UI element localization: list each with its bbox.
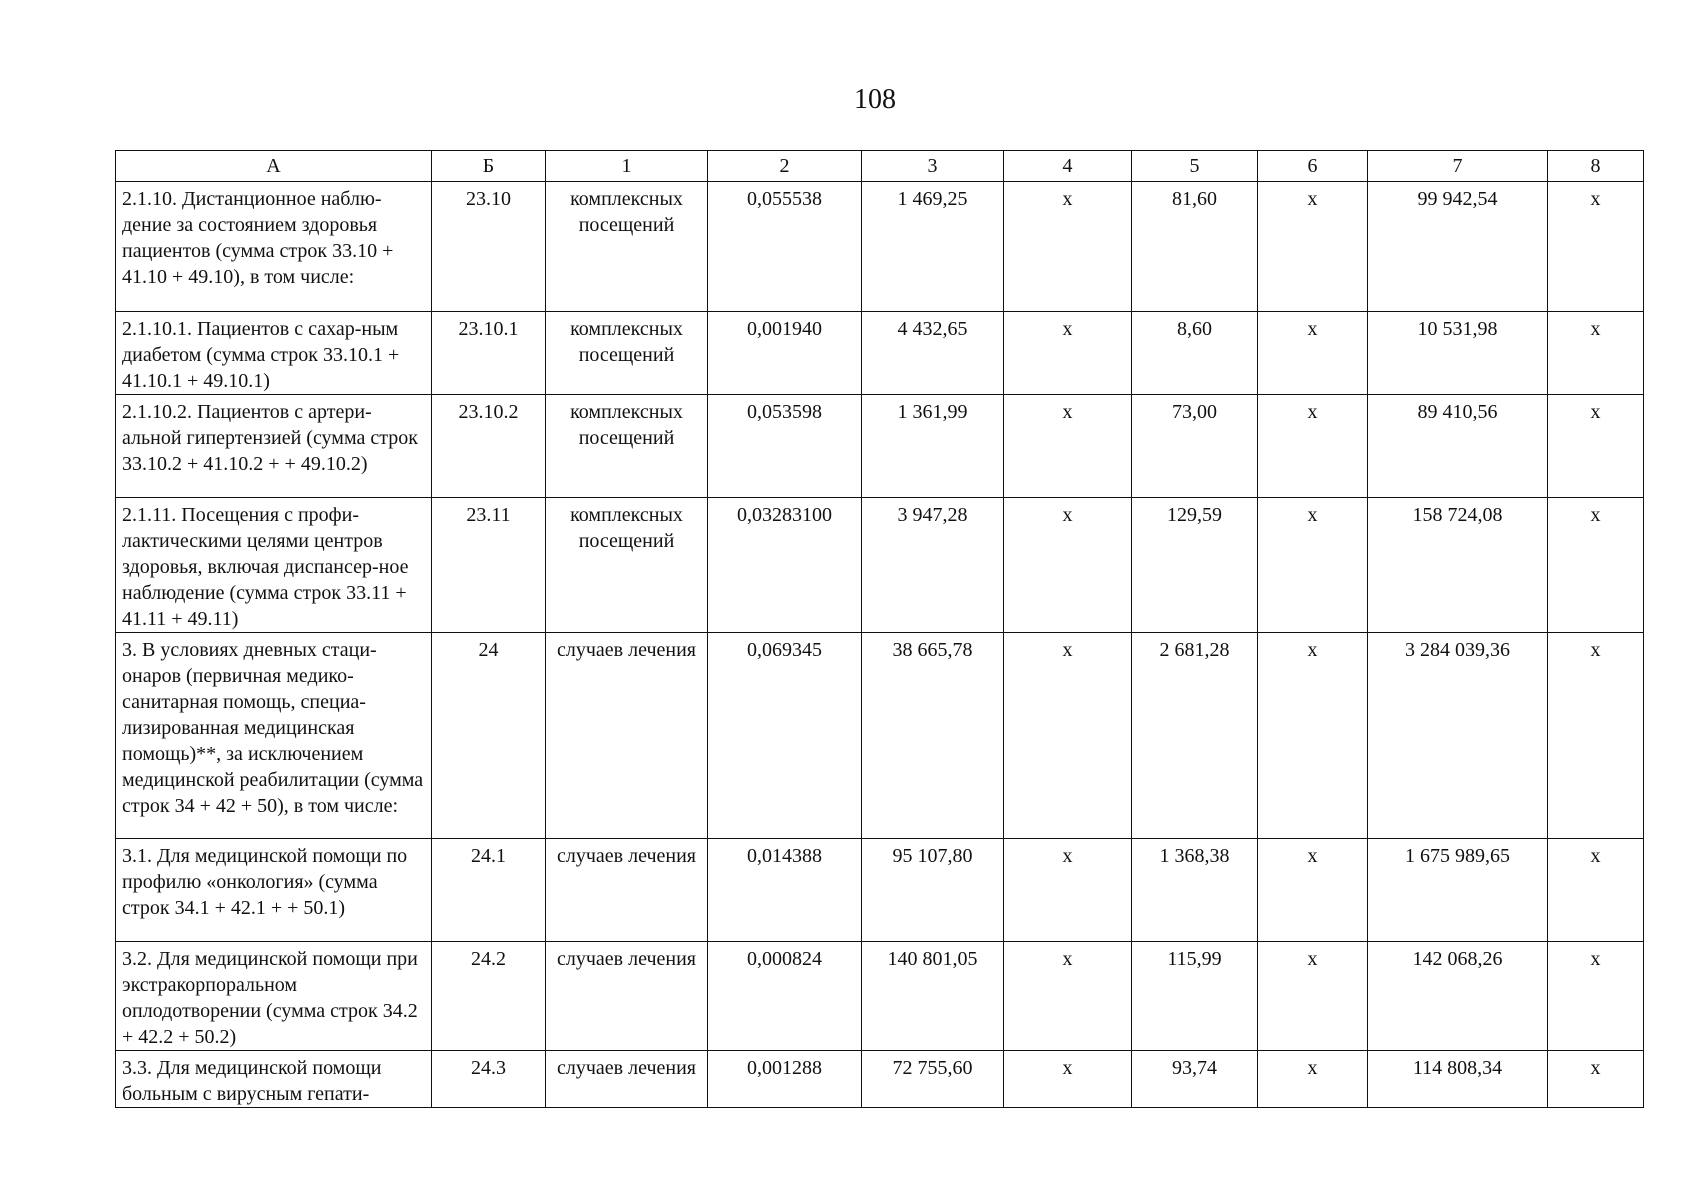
row-unit: комплексных посещений (546, 182, 708, 312)
cell-col8: х (1548, 312, 1644, 395)
row-unit: случаев лечения (546, 942, 708, 1051)
row-name: 2.1.10.2. Пациентов с артери-альной гипертензией (сумма строк 33.10.2 + 41.10.2 + + 49.10.2) (116, 395, 432, 498)
cell-col2: 0,001288 (708, 1051, 862, 1108)
table-row (116, 312, 1644, 395)
row-name: 3.2. Для медицинской помощи при экстракорпоральном оплодотворении (сумма строк 34.2 + 42.2 + 50.2) (116, 942, 432, 1051)
cell-col8: х (1548, 839, 1644, 942)
cell-col7: 3 284 039,36 (1368, 633, 1548, 839)
row-unit: случаев лечения (546, 633, 708, 839)
cell-col3: 72 755,60 (862, 1051, 1004, 1108)
cell-col7: 1 675 989,65 (1368, 839, 1548, 942)
cell-col8: х (1548, 182, 1644, 312)
row-name: 3.3. Для медицинской помощи больным с вирусным гепати- (116, 1051, 432, 1108)
cell-col6: х (1258, 312, 1368, 395)
cell-col2: 0,001940 (708, 312, 862, 395)
cell-col4: х (1004, 839, 1132, 942)
cell-col8: х (1548, 498, 1644, 633)
cell-col3: 38 665,78 (862, 633, 1004, 839)
cell-col5: 129,59 (1132, 498, 1258, 633)
cell-col2: 0,069345 (708, 633, 862, 839)
cell-col6: х (1258, 839, 1368, 942)
row-code: 23.10.2 (432, 395, 546, 498)
table-row (116, 498, 1644, 633)
row-code: 24.3 (432, 1051, 546, 1108)
cell-col7: 99 942,54 (1368, 182, 1548, 312)
cell-col5: 93,74 (1132, 1051, 1258, 1108)
cell-col5: 1 368,38 (1132, 839, 1258, 942)
header-row (116, 151, 1644, 182)
cell-col4: х (1004, 1051, 1132, 1108)
header-cell: 6 (1258, 151, 1368, 182)
cell-col3: 95 107,80 (862, 839, 1004, 942)
cell-col5: 2 681,28 (1132, 633, 1258, 839)
cell-col4: х (1004, 942, 1132, 1051)
cell-col2: 0,03283100 (708, 498, 862, 633)
row-code: 23.10 (432, 182, 546, 312)
cell-col5: 73,00 (1132, 395, 1258, 498)
header-cell: 2 (708, 151, 862, 182)
row-unit: комплексных посещений (546, 395, 708, 498)
table-row (116, 942, 1644, 1051)
cell-col5: 8,60 (1132, 312, 1258, 395)
cell-col4: х (1004, 498, 1132, 633)
cell-col7: 10 531,98 (1368, 312, 1548, 395)
cell-col6: х (1258, 1051, 1368, 1108)
table-row (116, 839, 1644, 942)
data-table (115, 150, 1644, 1108)
cell-col4: х (1004, 633, 1132, 839)
table-row (116, 395, 1644, 498)
cell-col2: 0,014388 (708, 839, 862, 942)
cell-col3: 4 432,65 (862, 312, 1004, 395)
cell-col3: 1 469,25 (862, 182, 1004, 312)
row-name: 3.1. Для медицинской помощи по профилю «онкология» (сумма строк 34.1 + 42.1 + + 50.1) (116, 839, 432, 942)
cell-col7: 142 068,26 (1368, 942, 1548, 1051)
page-number: 108 (854, 84, 896, 115)
header-cell: 7 (1368, 151, 1548, 182)
header-cell: 8 (1548, 151, 1644, 182)
cell-col8: х (1548, 942, 1644, 1051)
cell-col7: 114 808,34 (1368, 1051, 1548, 1108)
row-code: 23.11 (432, 498, 546, 633)
row-code: 24.1 (432, 839, 546, 942)
cell-col7: 158 724,08 (1368, 498, 1548, 633)
row-code: 23.10.1 (432, 312, 546, 395)
cell-col5: 115,99 (1132, 942, 1258, 1051)
row-unit: случаев лечения (546, 1051, 708, 1108)
cell-col2: 0,055538 (708, 182, 862, 312)
header-cell: А (116, 151, 432, 182)
cell-col4: х (1004, 395, 1132, 498)
table-row (116, 633, 1644, 839)
row-name: 2.1.10. Дистанционное наблю-дение за состоянием здоровья пациентов (сумма строк 33.10 + 41.10 + 49.10), в том числе: (116, 182, 432, 312)
cell-col2: 0,000824 (708, 942, 862, 1051)
cell-col3: 3 947,28 (862, 498, 1004, 633)
header-cell: 1 (546, 151, 708, 182)
cell-col5: 81,60 (1132, 182, 1258, 312)
row-code: 24.2 (432, 942, 546, 1051)
cell-col3: 1 361,99 (862, 395, 1004, 498)
cell-col7: 89 410,56 (1368, 395, 1548, 498)
header-cell: 5 (1132, 151, 1258, 182)
header-cell: Б (432, 151, 546, 182)
cell-col6: х (1258, 182, 1368, 312)
cell-col8: х (1548, 633, 1644, 839)
cell-col6: х (1258, 395, 1368, 498)
cell-col4: х (1004, 182, 1132, 312)
table-row (116, 1051, 1644, 1108)
table-row (116, 182, 1644, 312)
cell-col6: х (1258, 498, 1368, 633)
header-cell: 3 (862, 151, 1004, 182)
cell-col8: х (1548, 1051, 1644, 1108)
row-name: 3. В условиях дневных стаци-онаров (первичная медико-санитарная помощь, специа-лизированная медицинская помощь)**, за исключением медицинской реабилитации (сумма строк 34 + 42 + 50), в том числе: (116, 633, 432, 839)
cell-col6: х (1258, 633, 1368, 839)
row-unit: комплексных посещений (546, 312, 708, 395)
cell-col4: х (1004, 312, 1132, 395)
row-name: 2.1.11. Посещения с профи-лактическими целями центров здоровья, включая диспансер-ное наблюдение (сумма строк 33.11 + 41.11 + 49.11) (116, 498, 432, 633)
header-cell: 4 (1004, 151, 1132, 182)
cell-col8: х (1548, 395, 1644, 498)
row-unit: случаев лечения (546, 839, 708, 942)
cell-col6: х (1258, 942, 1368, 1051)
row-name: 2.1.10.1. Пациентов с сахар-ным диабетом (сумма строк 33.10.1 + 41.10.1 + 49.10.1) (116, 312, 432, 395)
row-unit: комплексных посещений (546, 498, 708, 633)
row-code: 24 (432, 633, 546, 839)
cell-col2: 0,053598 (708, 395, 862, 498)
cell-col3: 140 801,05 (862, 942, 1004, 1051)
